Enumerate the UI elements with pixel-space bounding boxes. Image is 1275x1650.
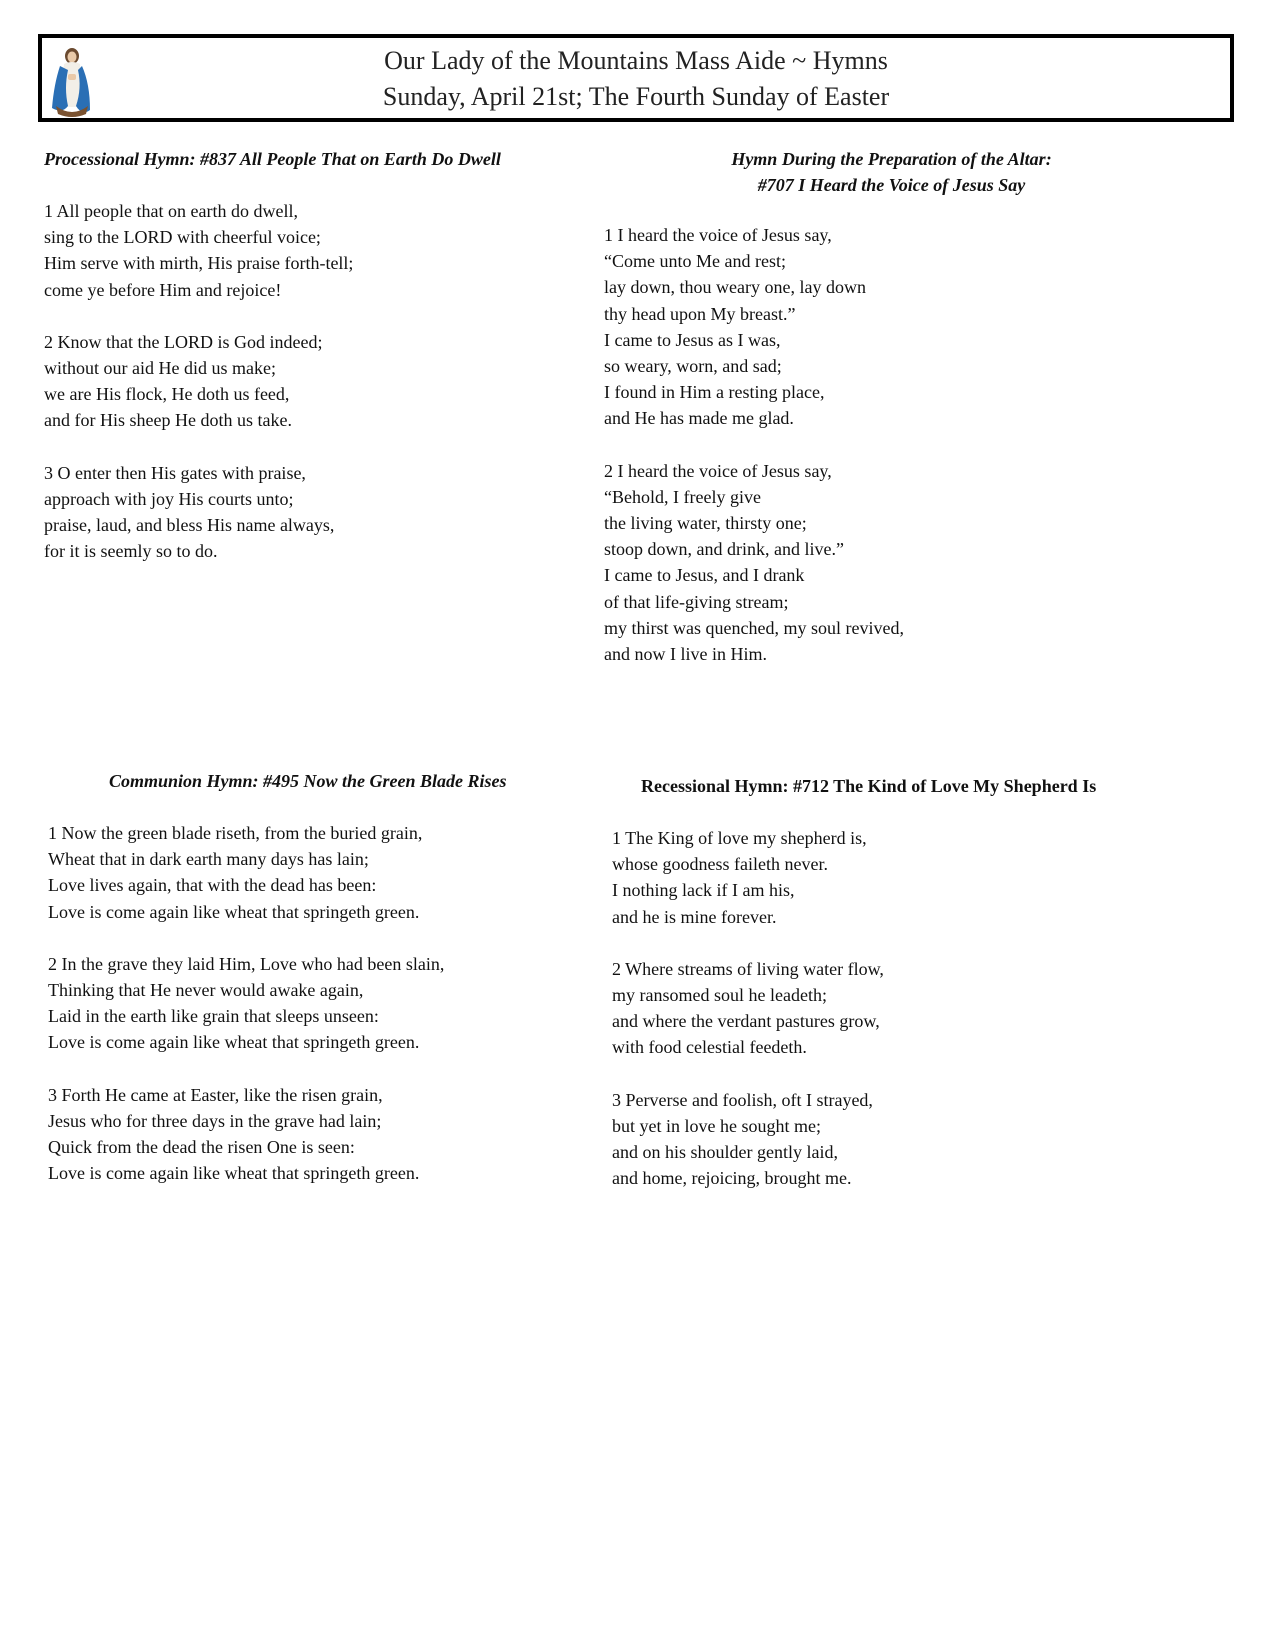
page-title: Our Lady of the Mountains Mass Aide ~ Hymns — [384, 46, 888, 75]
hymn-verse: 2 Know that the LORD is God indeed; without our aid He did us make; we are His flock, He doth us feed, and for His sheep He doth us take. — [44, 331, 323, 431]
recessional-hymn-section — [612, 773, 1232, 1191]
hymn-verse: 3 O enter then His gates with praise, approach with joy His courts unto; praise, laud, and bless His name always, for it is seemly so to do. — [44, 462, 335, 562]
preparation-hymn-heading-line2: #707 I Heard the Voice of Jesus Say — [757, 175, 1026, 195]
hymn-verse: 2 Where streams of living water flow, my ransomed soul he leadeth; and where the verdant pastures grow, with food celestial feedeth. — [612, 958, 884, 1058]
processional-hymn-section — [44, 146, 604, 564]
preparation-hymn-section — [604, 146, 1204, 667]
hymn-verse: 2 In the grave they laid Him, Love who had been slain, Thinking that He never would awake again, Laid in the earth like grain that sleeps unseen: Love is come again like wheat that springeth green. — [48, 953, 445, 1053]
hymn-verse: 1 Now the green blade riseth, from the buried grain, Wheat that in dark earth many days has lain; Love lives again, that with the dead has been: Love is come again like wheat that springeth green. — [48, 823, 423, 922]
hymn-verse: 3 Perverse and foolish, oft I strayed, but yet in love he sought me; and on his shoulder gently laid, and home, rejoicing, brought me. — [612, 1089, 873, 1189]
communion-hymn-section — [48, 768, 608, 1186]
recessional-hymn-heading: Recessional Hymn: #712 The Kind of Love My Shepherd Is — [641, 776, 1097, 796]
preparation-hymn-heading-line1: Hymn During the Preparation of the Altar: — [731, 149, 1052, 169]
hymn-verse: 3 Forth He came at Easter, like the risen grain, Jesus who for three days in the grave had lain; Quick from the dead the risen One is seen: Love is come again like wheat that springeth green. — [48, 1084, 420, 1184]
hymn-verse: 2 I heard the voice of Jesus say, “Behold, I freely give the living water, thirsty one; stoop down, and drink, and live.” I came to Jesus, and I drank of that life-giving stream; my thirst was quenched, my soul revived, and now I live in Him. — [604, 460, 904, 665]
page-subtitle: Sunday, April 21st; The Fourth Sunday of Easter — [382, 82, 890, 111]
hymn-verse: 1 I heard the voice of Jesus say, “Come unto Me and rest; lay down, thou weary one, lay down thy head upon My breast.” I came to Jesus as I was, so weary, worn, and sad; I found in Him a resting place, and He has made me glad. — [604, 225, 866, 429]
page-header — [38, 34, 1234, 122]
hymn-verse: 1 The King of love my shepherd is, whose goodness faileth never. I nothing lack if I am his, and he is mine forever. — [612, 828, 867, 927]
communion-hymn-heading: Communion Hymn: #495 Now the Green Blade Rises — [109, 771, 507, 791]
hymn-verse: 1 All people that on earth do dwell, sing to the LORD with cheerful voice; Him serve with mirth, His praise forth-tell; come ye before Him and rejoice! — [44, 201, 354, 300]
processional-hymn-heading: Processional Hymn: #837 All People That on Earth Do Dwell — [44, 149, 501, 169]
